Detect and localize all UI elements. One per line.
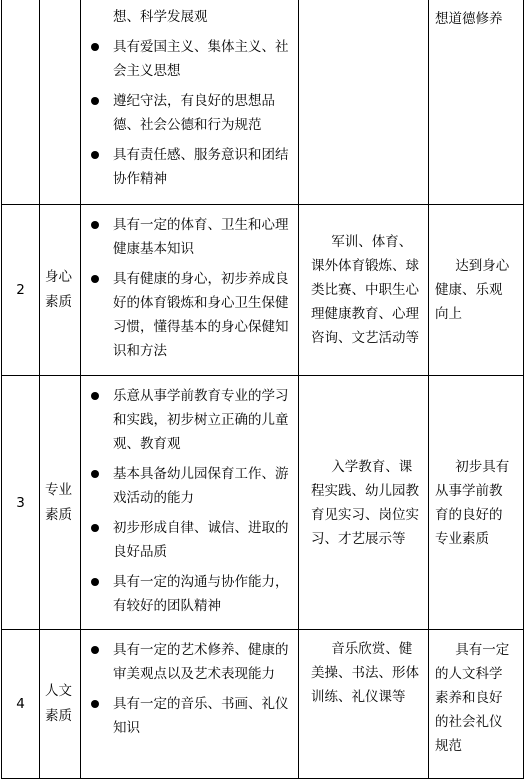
goal-cell xyxy=(429,205,524,376)
requirements-cell xyxy=(81,376,299,630)
bullet-icon xyxy=(91,151,99,159)
requirements-cell xyxy=(81,0,299,205)
bullet-icon xyxy=(91,221,99,229)
row-number: 2 xyxy=(2,205,40,376)
quality-name xyxy=(40,0,81,205)
list-item xyxy=(91,384,292,456)
path-cell xyxy=(299,0,429,205)
row-number: 4 xyxy=(2,630,40,779)
requirement-text: 具有一定的音乐、书画、礼仪知识 xyxy=(113,696,289,736)
path-text: 音乐欣赏、健美操、书法、形体训练、礼仪课等 xyxy=(311,641,419,705)
list-item xyxy=(91,267,292,363)
row-number: 3 xyxy=(2,376,40,630)
requirement-text: 基本具备幼儿园保育工作、游戏活动的能力 xyxy=(113,465,289,506)
quality-name: 人文素质 xyxy=(40,630,81,779)
bullet-icon xyxy=(91,275,99,283)
list-item xyxy=(91,570,292,618)
goal-cell xyxy=(429,376,524,630)
goal-cell xyxy=(429,0,524,205)
requirement-text: 具有一定的沟通与协作能力，有较好的团队精神 xyxy=(113,573,289,614)
path-cell xyxy=(299,376,429,630)
quality-name: 专业素质 xyxy=(40,376,81,630)
list-item xyxy=(91,5,292,29)
table-row xyxy=(2,205,524,376)
list-item xyxy=(91,692,292,740)
goal-cell xyxy=(429,630,524,779)
path-text: 军训、体育、课外体育锻炼、球类比赛、中职生心理健康教育、心理咨询、文艺活动等 xyxy=(311,234,419,346)
table-row xyxy=(2,630,524,779)
list-item xyxy=(91,462,292,510)
list-item xyxy=(91,213,292,261)
list-item xyxy=(91,143,292,191)
path-text: 入学教育、课程实践、幼儿园教育见实习、岗位实习、才艺展示等 xyxy=(311,458,419,547)
bullet-icon xyxy=(91,524,99,532)
goal-text: 初步具有从事学前教育的良好的专业素质 xyxy=(435,458,510,547)
requirement-text: 具有责任感、服务意识和团结协作精神 xyxy=(113,147,289,187)
bullet-icon xyxy=(91,700,99,708)
requirement-text: 具有健康的身心，初步养成良好的体育锻炼和身心卫生保健习惯，懂得基本的身心保健知识和方法 xyxy=(113,271,289,359)
goal-text: 想道德修养 xyxy=(435,11,503,27)
list-item xyxy=(91,638,292,686)
list-item xyxy=(91,516,292,564)
requirements-cell xyxy=(81,205,299,376)
table-row xyxy=(2,376,524,630)
requirement-text: 初步形成自律、诚信、进取的良好品质 xyxy=(113,519,289,560)
requirement-text: 乐意从事学前教育专业的学习和实践，初步树立正确的儿童观、教育观 xyxy=(113,387,289,452)
bullet-icon xyxy=(91,43,99,51)
row-number xyxy=(2,0,40,205)
bullet-icon xyxy=(91,97,99,105)
list-item xyxy=(91,89,292,137)
requirement-text: 遵纪守法，有良好的思想品德、社会公德和行为规范 xyxy=(113,93,275,133)
quality-requirements-table xyxy=(1,0,524,779)
goal-text: 具有一定的人文科学素养和良好的社会礼仪规范 xyxy=(435,642,510,754)
path-cell xyxy=(299,630,429,779)
quality-name: 身心素质 xyxy=(40,205,81,376)
requirement-text: 具有一定的体育、卫生和心理健康基本知识 xyxy=(113,217,289,257)
bullet-icon xyxy=(91,646,99,654)
path-cell xyxy=(299,205,429,376)
requirement-text: 具有一定的艺术修养、健康的审美观点以及艺术表现能力 xyxy=(113,642,289,682)
bullet-icon xyxy=(91,392,99,400)
requirement-text: 想、科学发展观 xyxy=(113,9,208,25)
list-item xyxy=(91,35,292,83)
goal-text: 达到身心健康、乐观向上 xyxy=(435,258,510,322)
requirement-text: 具有爱国主义、集体主义、社会主义思想 xyxy=(113,39,289,79)
bullet-icon xyxy=(91,470,99,478)
table-row xyxy=(2,0,524,205)
requirements-cell xyxy=(81,630,299,779)
bullet-icon xyxy=(91,578,99,586)
